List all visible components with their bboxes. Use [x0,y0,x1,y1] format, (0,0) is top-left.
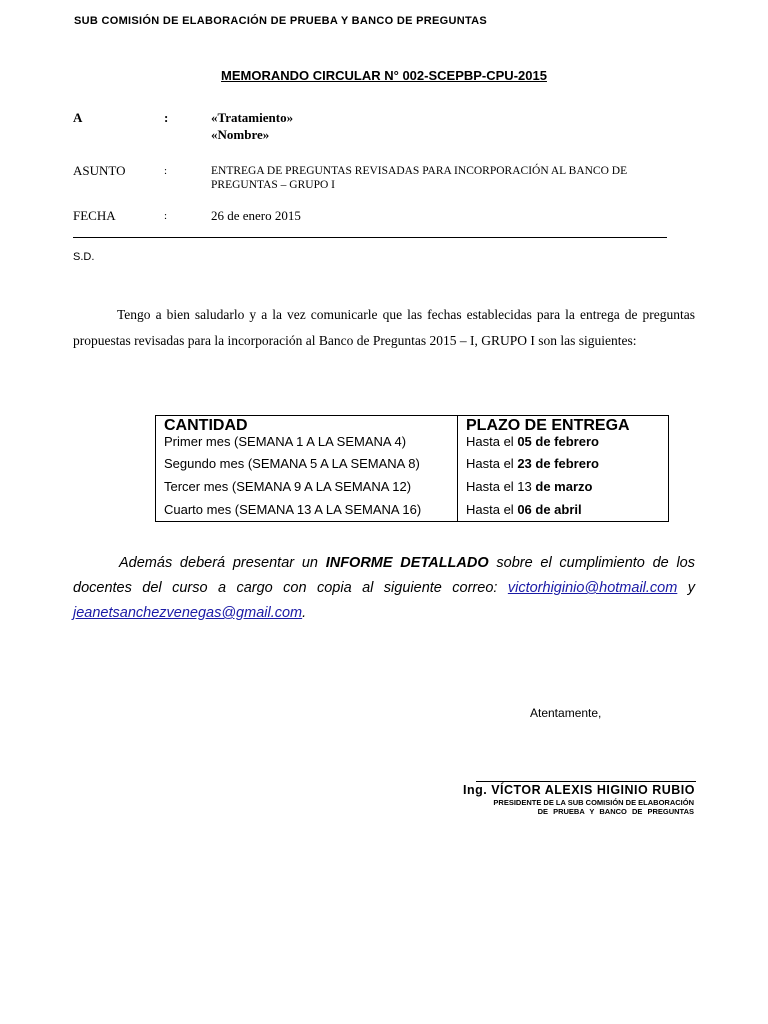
report-text-2: sobre el cumplimiento de los docentes del curso a cargo con copia al siguiente correo: [73,555,695,596]
table-row [156,435,669,452]
memo-title-text: MEMORANDO CIRCULAR N° 002-SCEPBP-CPU-2015 [221,68,547,83]
subject-label: ASUNTO [73,163,126,178]
plazo-cell [458,475,669,498]
plazo-cell [458,435,669,452]
table-row [156,475,669,498]
table-header-cantidad: CANTIDAD [156,416,458,436]
to-label: A [73,110,83,125]
subject-line-1: ENTREGA DE PREGUNTAS REVISADAS PARA INCORPORACIÓN AL BANCO DE [211,165,628,177]
cantidad-cell: Cuarto mes (SEMANA 13 A LA SEMANA 16) [156,498,458,522]
date-label: FECHA [73,208,116,223]
report-conjunction: y [677,580,695,596]
report-text-1: Además deberá presentar un [119,555,326,571]
salutation: S.D. [73,251,95,263]
body-paragraph [73,302,695,354]
to-colon: : [164,110,169,125]
to-treatment: «Tratamiento» [211,110,294,125]
plazo-date: 05 de febrero [517,434,599,449]
organization-header: SUB COMISIÓN DE ELABORACIÓN DE PRUEBA Y BANCO DE PREGUNTAS [74,15,488,27]
cantidad-cell: Primer mes (SEMANA 1 A LA SEMANA 4) [156,435,458,452]
plazo-date: 23 de febrero [517,455,599,471]
table-header-plazo: PLAZO DE ENTREGA [458,416,669,436]
signature-line [476,781,696,782]
deadline-table [155,415,669,522]
date-value: 26 de enero 2015 [211,208,301,223]
plazo-prefix: Hasta el [466,501,518,517]
plazo-date: 06 de abril [517,501,582,517]
subject-colon: : [164,165,168,177]
cantidad-cell: Segundo mes (SEMANA 5 A LA SEMANA 8) [156,452,458,475]
email-link-victor[interactable]: victorhiginio@hotmail.com [507,580,678,596]
report-paragraph [73,551,695,626]
date-colon: : [164,210,168,222]
plazo-cell [458,498,669,522]
cantidad-cell: Tercer mes (SEMANA 9 A LA SEMANA 12) [156,475,458,498]
subject-line-2: PREGUNTAS – GRUPO I [211,179,335,191]
table-row [156,498,669,522]
header-divider [73,237,667,238]
memo-title [0,68,768,83]
signature-name: Ing. VÍCTOR ALEXIS HIGINIO RUBIO [463,783,695,797]
body-paragraph-text: Tengo a bien saludarlo y a la vez comunicarle que las fechas establecidas para la entrega de preguntas propuestas revisadas para la incorporación al Banco de Preguntas 2015 – I, GRUPO I son las siguientes: [73,307,695,348]
signature-role-line-2: DE PRUEBA Y BANCO DE PREGUNTAS [537,807,694,816]
closing: Atentamente, [530,706,602,720]
plazo-prefix: Hasta el [466,434,518,449]
plazo-prefix: Hasta el [466,455,518,471]
to-name: «Nombre» [211,127,270,142]
report-end: . [302,605,307,621]
report-emphasis: INFORME DETALLADO [325,555,489,571]
plazo-cell [458,452,669,475]
table-row [156,452,669,475]
plazo-date: de marzo [535,478,593,494]
email-link-jeanet[interactable]: jeanetsanchezvenegas@gmail.com [73,605,303,621]
plazo-prefix: Hasta el 13 [466,478,536,494]
signature-role-line-1: PRESIDENTE DE LA SUB COMISIÓN DE ELABORACIÓN [493,798,694,807]
